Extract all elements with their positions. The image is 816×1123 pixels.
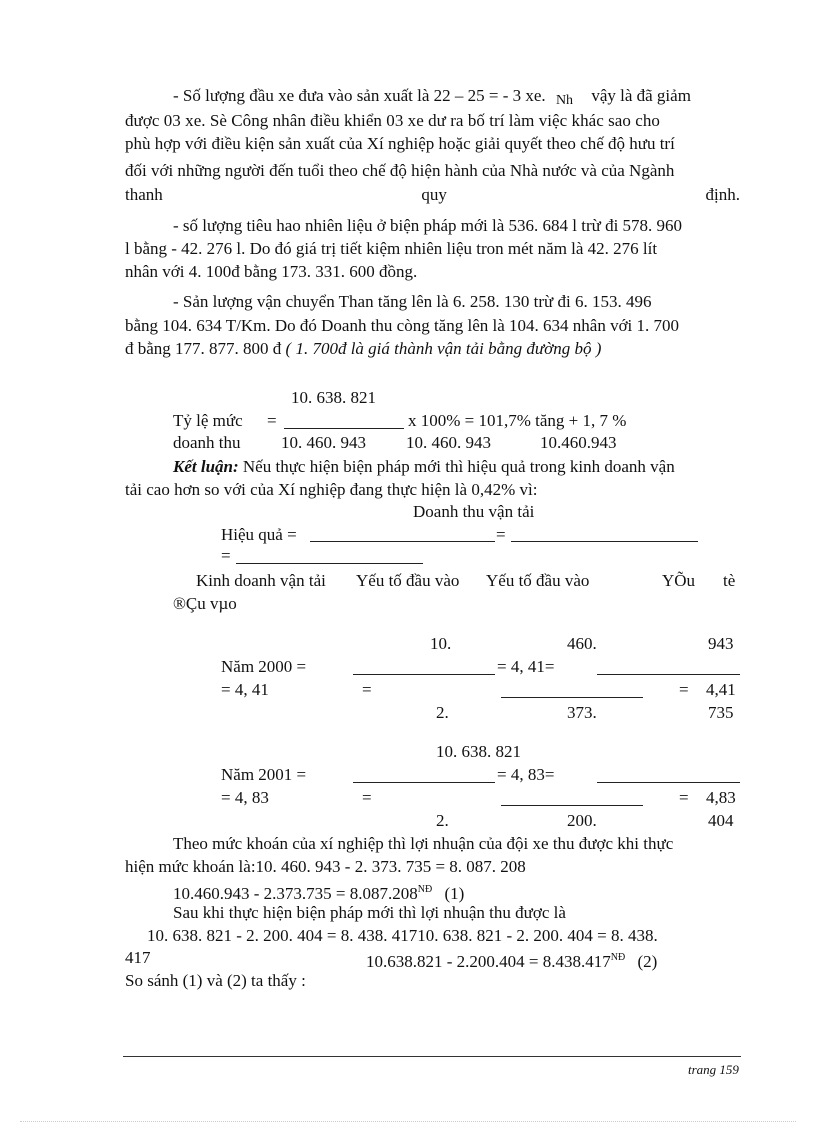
para1-line4: đối với những người đến tuổi theo chế độ hiện hành của Nhà nước và của Ngành	[125, 161, 675, 180]
fraction-line	[501, 697, 643, 698]
fraction-line	[597, 674, 740, 675]
eff-label: Hiệu quả =	[221, 525, 297, 544]
para3-line1: - Sản lượng vận chuyển Than tăng lên là 6. 258. 130 trừ đi 6. 153. 496	[173, 292, 652, 311]
y2000-t3: 943	[708, 634, 734, 653]
conclusion-line2: tải cao hơn so với của Xí nghiệp đang thực hiện là 0,42% vì:	[125, 480, 538, 499]
footer-rule	[123, 1056, 741, 1057]
text: thanh	[125, 185, 163, 204]
y2001-label: Năm 2001 =	[221, 765, 307, 784]
profit-line3	[173, 880, 464, 904]
y2000-l2b: =	[362, 680, 372, 699]
ratio-label2: doanh thu	[173, 433, 241, 452]
fraction-line	[511, 541, 698, 542]
eq-number: (2)	[637, 952, 658, 971]
y2000-l2c: =	[679, 680, 689, 699]
fraction-line	[284, 428, 404, 429]
y2000-mid: = 4, 41=	[497, 657, 555, 676]
ratio-eq: =	[267, 411, 277, 430]
ratio-label: Tỷ lệ mức	[173, 411, 243, 430]
y2001-top: 10. 638. 821	[436, 742, 521, 761]
para2-line3: nhân với 4. 100đ bằng 173. 331. 600 đồng.	[125, 262, 418, 281]
y2001-b2: 200.	[567, 811, 597, 830]
ratio-denominator-2: 10. 460. 943	[406, 433, 491, 452]
ratio-denominator-1: 10. 460. 943	[281, 433, 366, 452]
profit-line7: So sánh (1) và (2) ta thấy :	[125, 971, 306, 990]
eff-b5: tè	[723, 571, 736, 590]
eff-top: Doanh thu vận tải	[413, 502, 535, 521]
para2-line1: - số lượng tiêu hao nhiên liệu ở biện pháp mới là 536. 684 l trừ đi 578. 960	[173, 216, 683, 235]
text: được 03 xe. Sè Công nhân điều khiển 03 xe dư ra bố trí làm việc khác sao cho	[125, 111, 660, 130]
eff-eq2: =	[221, 546, 231, 565]
y2000-t1: 10.	[430, 634, 452, 653]
note: ( 1. 700đ là giá thành vận tải bằng đường bộ )	[285, 339, 602, 358]
unit: NĐ	[417, 884, 433, 895]
eq-number: (1)	[444, 884, 465, 903]
para1-line5	[125, 185, 740, 205]
text: 10.638.821 - 2.200.404 = 8.438.417	[366, 952, 611, 971]
para3-line2: bằng 104. 634 T/Km. Do đó Doanh thu còng tăng lên là 104. 634 nhân với 1. 700	[125, 316, 680, 335]
profit-line6a: 417	[125, 948, 151, 967]
text: - Số lượng đầu xe đưa vào sản xuất là 22 – 25 = - 3 xe.	[173, 86, 546, 105]
ratio-result: x 100% = 101,7% tăng + 1, 7 %	[408, 411, 627, 430]
ratio-numerator: 10. 638. 821	[291, 388, 376, 407]
y2000-b1: 2.	[436, 703, 449, 722]
conclusion-label: Kết luận:	[173, 457, 239, 476]
ratio-denominator-3: 10.460.943	[540, 433, 617, 452]
fraction-line	[597, 782, 740, 783]
y2001-b3: 404	[708, 811, 734, 830]
text: 10.460.943 - 2.373.735 = 8.087.208	[173, 884, 418, 903]
page-number: trang 159	[688, 1062, 739, 1077]
y2000-b3: 735	[708, 703, 734, 722]
text: vậy là đã giảm	[591, 86, 691, 105]
fraction-line	[353, 782, 495, 783]
y2001-l2c: =	[679, 788, 689, 807]
fraction-line	[353, 674, 495, 675]
y2001-b1: 2.	[436, 811, 449, 830]
profit-line1: Theo mức khoán của xí nghiệp thì lợi nhuận của đội xe thu được khi thực	[173, 834, 674, 853]
fraction-line	[501, 805, 643, 806]
eff-b1: Kinh doanh vận tải	[196, 571, 326, 590]
para3-line3	[125, 339, 601, 359]
page-edge	[20, 1121, 796, 1122]
y2001-l2d: 4,83	[706, 788, 736, 807]
y2001-l2a: = 4, 83	[221, 788, 269, 807]
unit: NĐ	[610, 952, 626, 963]
text: đ bằng 177. 877. 800 đ	[125, 339, 282, 358]
y2000-l2d: 4,41	[706, 680, 736, 699]
text: quy	[421, 185, 447, 204]
text: Nếu thực hiện biện pháp mới thì hiệu quả trong kinh doanh vận	[242, 457, 675, 476]
para2-line2: l bằng - 42. 276 l. Do đó giá trị tiết kiệm nhiên liệu tron mét năm là 42. 276 lít	[125, 239, 658, 258]
fraction-line	[236, 563, 423, 564]
profit-line5: 10. 638. 821 - 2. 200. 404 = 8. 438. 41710. 638. 821 - 2. 200. 404 = 8. 438.	[147, 926, 658, 945]
y2000-t2: 460.	[567, 634, 597, 653]
fraction-line	[310, 541, 495, 542]
y2001-mid: = 4, 83=	[497, 765, 555, 784]
eff-eq: =	[496, 525, 506, 544]
eff-b6: ®Çu vµo	[173, 594, 237, 613]
y2000-l2a: = 4, 41	[221, 680, 269, 699]
y2001-l2b: =	[362, 788, 372, 807]
profit-line6b	[366, 948, 657, 972]
profit-line2: hiện mức khoán là:10. 460. 943 - 2. 373. 735 = 8. 087. 208	[125, 857, 526, 876]
para1-line3: phù hợp với điều kiện sản xuất của Xí nghiệp hoặc giải quyết theo chế độ hưu trí	[125, 134, 675, 153]
eff-b4: YÕu	[662, 571, 696, 590]
text: định.	[705, 185, 740, 204]
text: Nh	[555, 93, 574, 108]
profit-line4: Sau khi thực hiện biện pháp mới thì lợi nhuận thu được là	[173, 903, 566, 922]
eff-b2: Yếu tố đầu vào	[356, 571, 460, 590]
y2000-b2: 373.	[567, 703, 597, 722]
para1-line1	[173, 86, 691, 108]
y2000-label: Năm 2000 =	[221, 657, 307, 676]
eff-b3: Yếu tố đầu vào	[486, 571, 590, 590]
conclusion-line1	[173, 457, 675, 477]
para1-line2	[125, 111, 740, 131]
